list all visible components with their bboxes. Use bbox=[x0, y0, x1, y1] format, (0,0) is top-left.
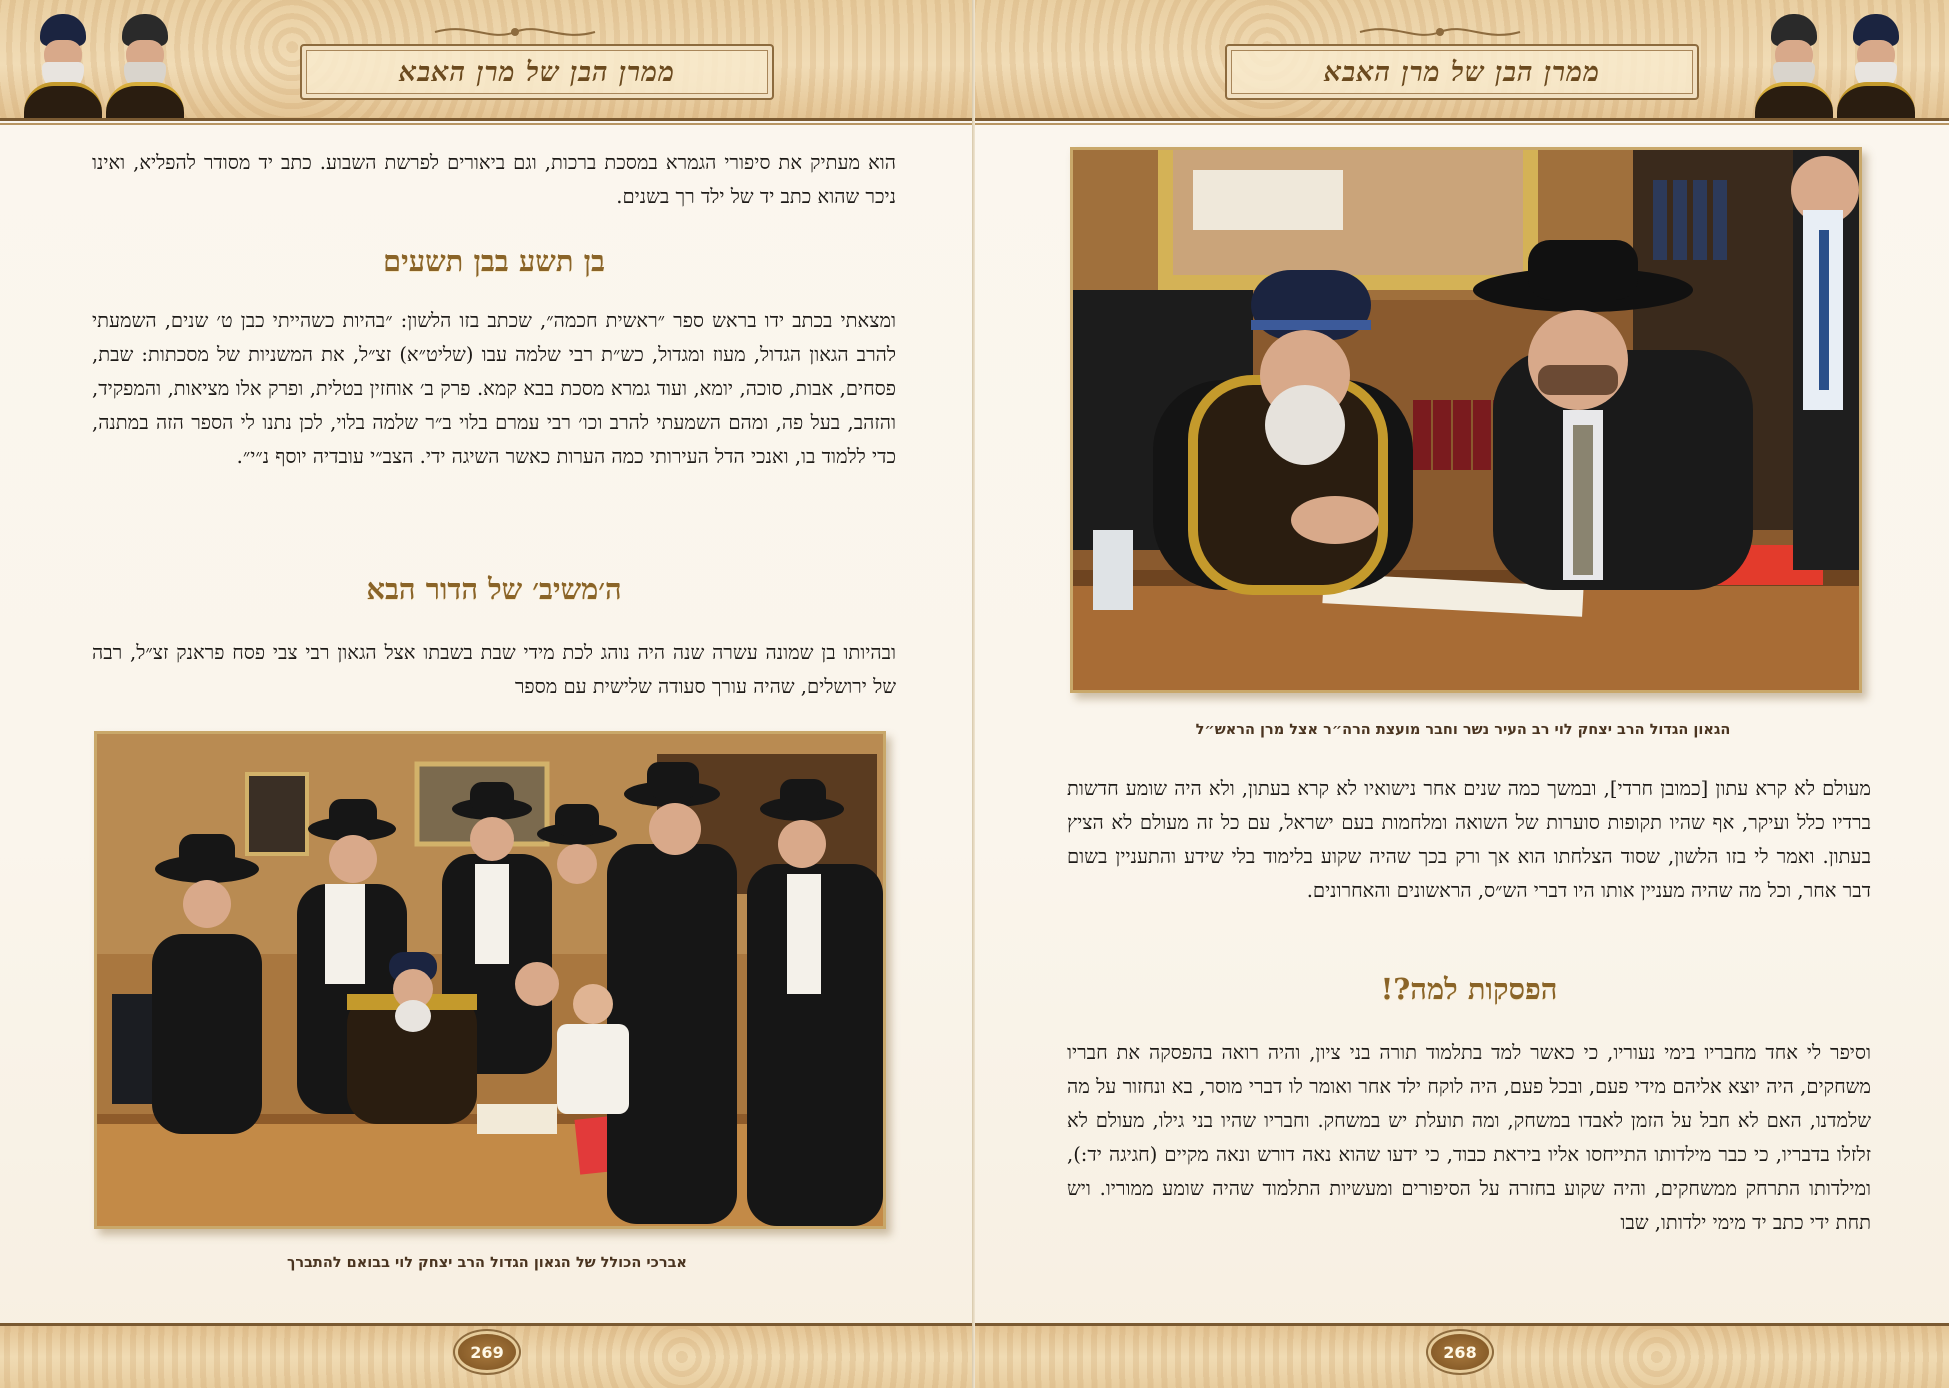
running-title-frame bbox=[1225, 44, 1699, 100]
body-paragraph: וסיפר לי אחד מחבריו בימי נעוריו, כי כאשר למד בתלמוד תורה בני ציון, והיה רואה בהפסקה את חבריו משחקים, היה יוצא אליהם מידי פעם, ובכל פעם, היה לוקח ילד אחר ואומר לו דברי מוסר, בא ונחזור על מה שלמדנו, האם לא חבל על הזמן לאבדו במשחק, ומה תועלת יש במשחק. וחבריו שהיו בני גילו, מעולם לא זלזלו בדבריו, כי כבר מילדותו התייחסו אליו ביראת כבוד, כי ידעו שהוא נאה דורש ונאה מקיים (חגיגה יד:), ומילדותו התרחק ממשחקים, והיה שקוע בחזרה על הסיפורים ומעשיות התלמוד שהיה שומע ממוריו. ויש תחת ידי כתב יד מימי ילדותו, שבו bbox=[1067, 1041, 1871, 1234]
rabbi-portrait bbox=[1837, 10, 1915, 114]
ornament-flourish-icon bbox=[1355, 22, 1525, 42]
ornament-flourish-icon bbox=[430, 22, 600, 42]
rabbi-portrait bbox=[1755, 10, 1833, 114]
footer-band bbox=[975, 1323, 1949, 1388]
body-paragraph: ובהיותו בן שמונה עשרה שנה היה נוהג לכת מידי שבת בשבתו אצל הגאון רבי צבי פסח פראנק זצ״ל, רבה של ירושלים, שהיה עורך סעודה שלישית עם מספר bbox=[92, 641, 896, 698]
section-heading: ה׳משיב׳ של הדור הבא bbox=[366, 572, 622, 606]
section-heading: בן תשע בבן תשעים bbox=[383, 244, 605, 278]
page-number: 269 bbox=[458, 1334, 516, 1370]
photo-caption: אברכי הכולל של הגאון הגדול הרב יצחק לוי בבואם להתברך bbox=[286, 1255, 687, 1271]
right-page bbox=[975, 0, 1949, 1388]
photo-caption: הגאון הגדול הרב יצחק לוי רב העיר נשר וחבר מועצת הרה״ר אצל מרן הראש״ל bbox=[1195, 722, 1731, 738]
running-title: ממרן הבן של מרן האבא bbox=[1323, 56, 1601, 88]
kollel-group-photo bbox=[94, 731, 886, 1229]
rabbi-portrait bbox=[24, 10, 102, 114]
body-paragraph: ומצאתי בכתב ידו בראש ספר ״ראשית חכמה״, שכתב בזו הלשון: ״בהיות כשהייתי כבן ט׳ שנים, השמעתי להרב הגאון הגדול, מעוז ומגדול, כש״ת רבי שלמה עבו (שליט״א) זצ״ל, את המשניות של מסכתות: שבת, פסחים, אבות, סוכה, יומא, ועוד גמרא מסכת בבא קמא. פרק ב׳ אוחזין בטלית, ופרק אלו מציאות, והמפקיד, והזהב, בעל פה, ומהם השמעתי להרב וכו׳ רבי עמרם בלוי ב״ר שלמה בלוי, לכן נתנו לי הספר הזה במתנה, כדי ללמוד בו, ואנכי הדל העירותי כמה הערות כאשר השיגה ידי. הצב״י עובדיה יוסף נ״י״. bbox=[92, 309, 896, 468]
rabbi-meeting-photo bbox=[1070, 147, 1862, 693]
header-band bbox=[975, 0, 1949, 121]
section-heading: הפסקות למה?! bbox=[1380, 972, 1558, 1006]
body-paragraph: מעולם לא קרא עתון [כמובן חרדי], ובמשך כמה שנים אחר נישואיו לא קרא בעתון, ולא היה שומע חדשות ברדיו כלל ועיקר, אף שהיו תקופות סוערות של השואה ומלחמות בעם ישראל, עם כל זה מעולם לא הציץ בעתון. ואמר לי בזו הלשון, שסוד הצלחתו הוא אך ורק בכך שהיה שקוע בלימוד בלי שידע והתעניין בשום דבר אחר, וכל מה שהיה מעניין אותו היו דברי הש״ס, הראשונים והאחרונים. bbox=[1067, 777, 1871, 902]
left-page bbox=[0, 0, 974, 1388]
running-title-frame bbox=[300, 44, 774, 100]
header-band bbox=[0, 0, 974, 121]
intro-paragraph: הוא מעתיק את סיפורי הגמרא במסכת ברכות, וגם ביאורים לפרשת השבוע. כתב יד מסודר להפליא, ואינו ניכר שהוא כתב יד של ילד רך בשנים. bbox=[92, 151, 896, 208]
page-number: 268 bbox=[1431, 1334, 1489, 1370]
rabbi-portrait bbox=[106, 10, 184, 114]
running-title: ממרן הבן של מרן האבא bbox=[398, 56, 676, 88]
footer-band bbox=[0, 1323, 974, 1388]
